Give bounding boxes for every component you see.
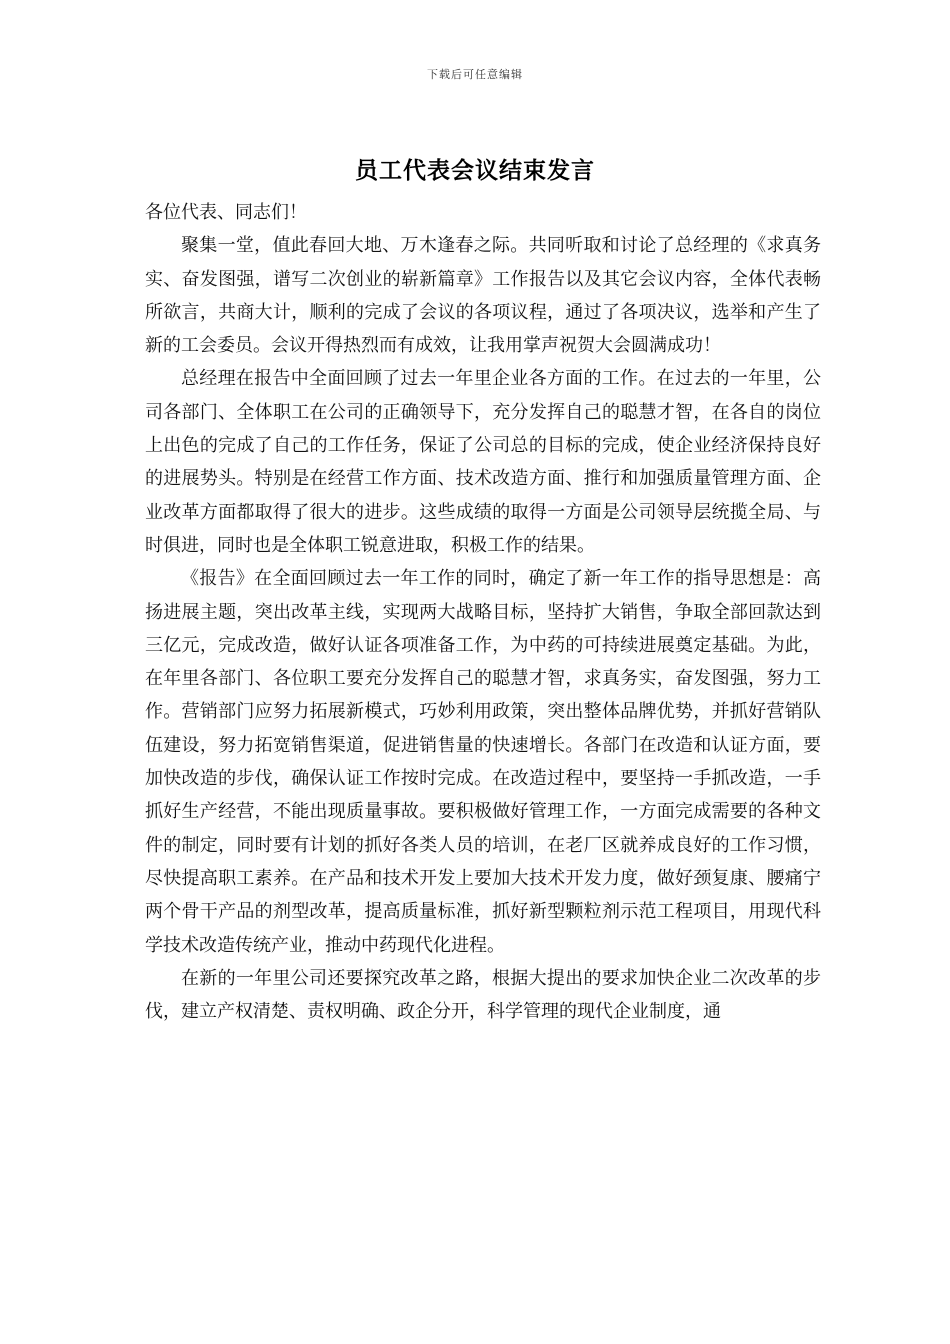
document-title: 员工代表会议结束发言 <box>355 157 595 184</box>
salutation: 各位代表、同志们！ <box>145 202 307 223</box>
paragraph-2: 总经理在报告中全面回顾了过去一年里企业各方面的工作。在过去的一年里，公司各部门、全体职工在公司的正确领导下，充分发挥自己的聪慧才智，在各自的岗位上出色的完成了自己的工作任务，保证了公司总的目标的完成，使企业经济保持良好的进展势头。特别是在经营工作方面、技术改造方面、推行和加强质量管理方面、企业改革方面都取得了很大的进步。这些成绩的取得一方面是公司领导层统揽全局、与时俱进，同时也是全体职工锐意进取，积极工作的结果。 <box>145 368 821 556</box>
document-body <box>145 196 821 1028</box>
header-note: 下载后可任意编辑 <box>427 68 523 81</box>
paragraph-4: 在新的一年里公司还要探究改革之路，根据大提出的要求加快企业二次改革的步伐，建立产权清楚、责权明确、政企分开，科学管理的现代企业制度，通 <box>145 967 821 1023</box>
paragraph-1: 聚集一堂，值此春回大地、万木逢春之际。共同听取和讨论了总经理的《求真务实、奋发图强，谱写二次创业的崭新篇章》工作报告以及其它会议内容，全体代表畅所欲言，共商大计，顺利的完成了会议的各项议程，通过了各项决议，选举和产生了新的工会委员。会议开得热烈而有成效，让我用掌声祝贺大会圆满成功！ <box>145 235 821 357</box>
paragraph-3: 《报告》在全面回顾过去一年工作的同时，确定了新一年工作的指导思想是：高扬进展主题，突出改革主线，实现两大战略目标，坚持扩大销售，争取全部回款达到三亿元，完成改造，做好认证各项准备工作，为中药的可持续进展奠定基础。为此，在年里各部门、各位职工要充分发挥自己的聪慧才智，求真务实，奋发图强，努力工作。营销部门应努力拓展新模式，巧妙利用政策，突出整体品牌优势，并抓好营销队伍建设，努力拓宽销售渠道，促进销售量的快速增长。各部门在改造和认证方面，要加快改造的步伐，确保认证工作按时完成。在改造过程中，要坚持一手抓改造，一手抓好生产经营，不能出现质量事故。要积极做好管理工作，一方面完成需要的各种文件的制定，同时要有计划的抓好各类人员的培训，在老厂区就养成良好的工作习惯，尽快提高职工素养。在产品和技术开发上要加大技术开发力度，做好颈复康、腰痛宁两个骨干产品的剂型改革，提高质量标准，抓好新型颗粒剂示范工程项目，用现代科学技术改造传统产业，推动中药现代化进程。 <box>145 568 821 956</box>
